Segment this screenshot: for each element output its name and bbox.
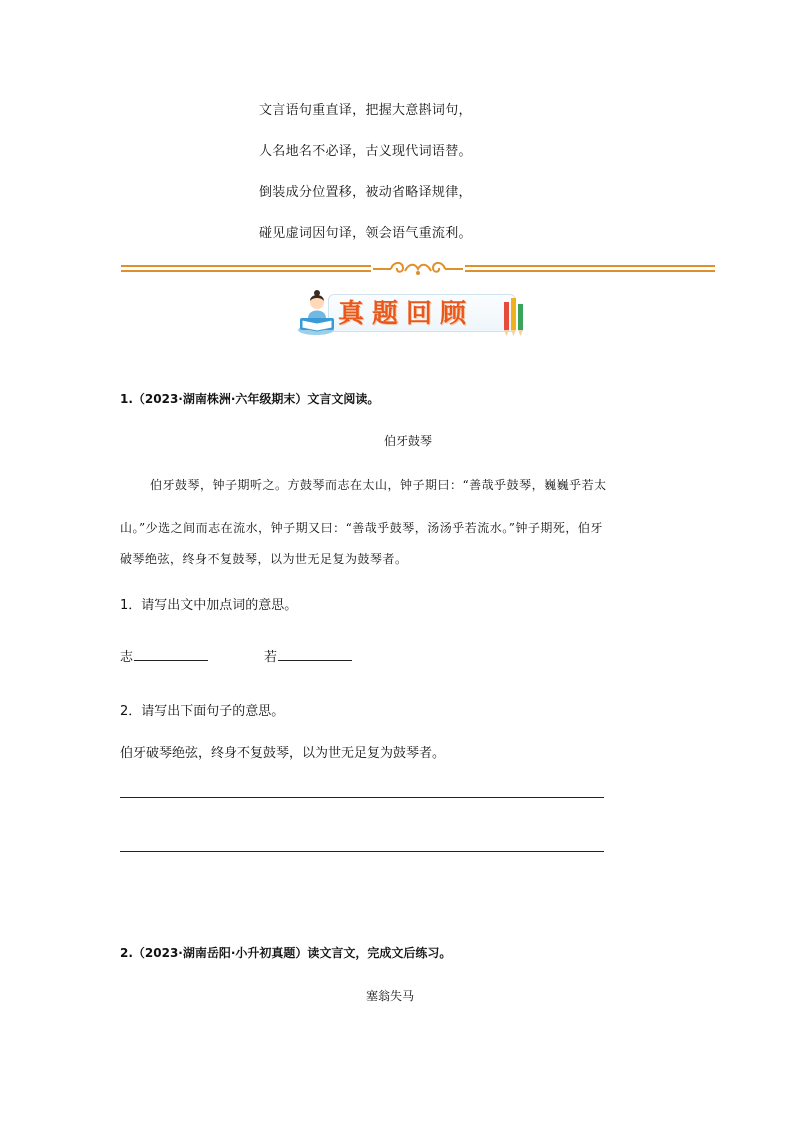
blank-label: 志 xyxy=(120,650,134,665)
banner-title: 真题回顾 xyxy=(338,299,475,329)
question-header: 1.（2023·湖南株洲·六年级期末）文言文阅读。 xyxy=(120,392,380,406)
sub-question: 1．请写出文中加点词的意思。 xyxy=(120,598,298,613)
passage-line: 破琴绝弦，终身不复鼓琴，以为世无足复为鼓琴者。 xyxy=(120,552,408,566)
answer-line[interactable] xyxy=(120,851,604,852)
sub-question: 2．请写出下面句子的意思。 xyxy=(120,704,285,719)
passage-title: 伯牙鼓琴 xyxy=(384,434,433,448)
pencils-icon xyxy=(502,296,524,336)
poem-line: 文言语句重直译，把握大意斟词句， xyxy=(259,103,472,118)
scroll-ornament-icon xyxy=(371,259,465,279)
passage-line: 山。”少选之间而志在流水，钟子期又曰：“善哉乎鼓琴，汤汤乎若流水。”钟子期死，伯牙 xyxy=(120,521,603,535)
blank-label: 若 xyxy=(264,650,278,665)
passage-line: 伯牙鼓琴，钟子期听之。方鼓琴而志在太山，钟子期曰：“善哉乎鼓琴，巍巍乎若太 xyxy=(150,478,607,492)
poem-line: 人名地名不必译，古义现代词语替。 xyxy=(259,144,472,159)
poem-line: 倒装成分位置移，被动省略译规律， xyxy=(259,185,472,200)
question-header: 2.（2023·湖南岳阳·小升初真题）读文言文，完成文后练习。 xyxy=(120,946,452,960)
answer-line[interactable] xyxy=(120,797,604,798)
reading-student-icon xyxy=(296,290,340,338)
answer-blank[interactable] xyxy=(278,660,352,661)
passage-title: 塞翁失马 xyxy=(366,989,415,1003)
section-banner xyxy=(296,290,524,338)
answer-blank[interactable] xyxy=(134,660,208,661)
poem-line: 碰见虚词因句译，领会语气重流利。 xyxy=(259,226,472,241)
translation-sentence: 伯牙破琴绝弦，终身不复鼓琴，以为世无足复为鼓琴者。 xyxy=(120,746,446,761)
section-divider xyxy=(121,262,715,276)
